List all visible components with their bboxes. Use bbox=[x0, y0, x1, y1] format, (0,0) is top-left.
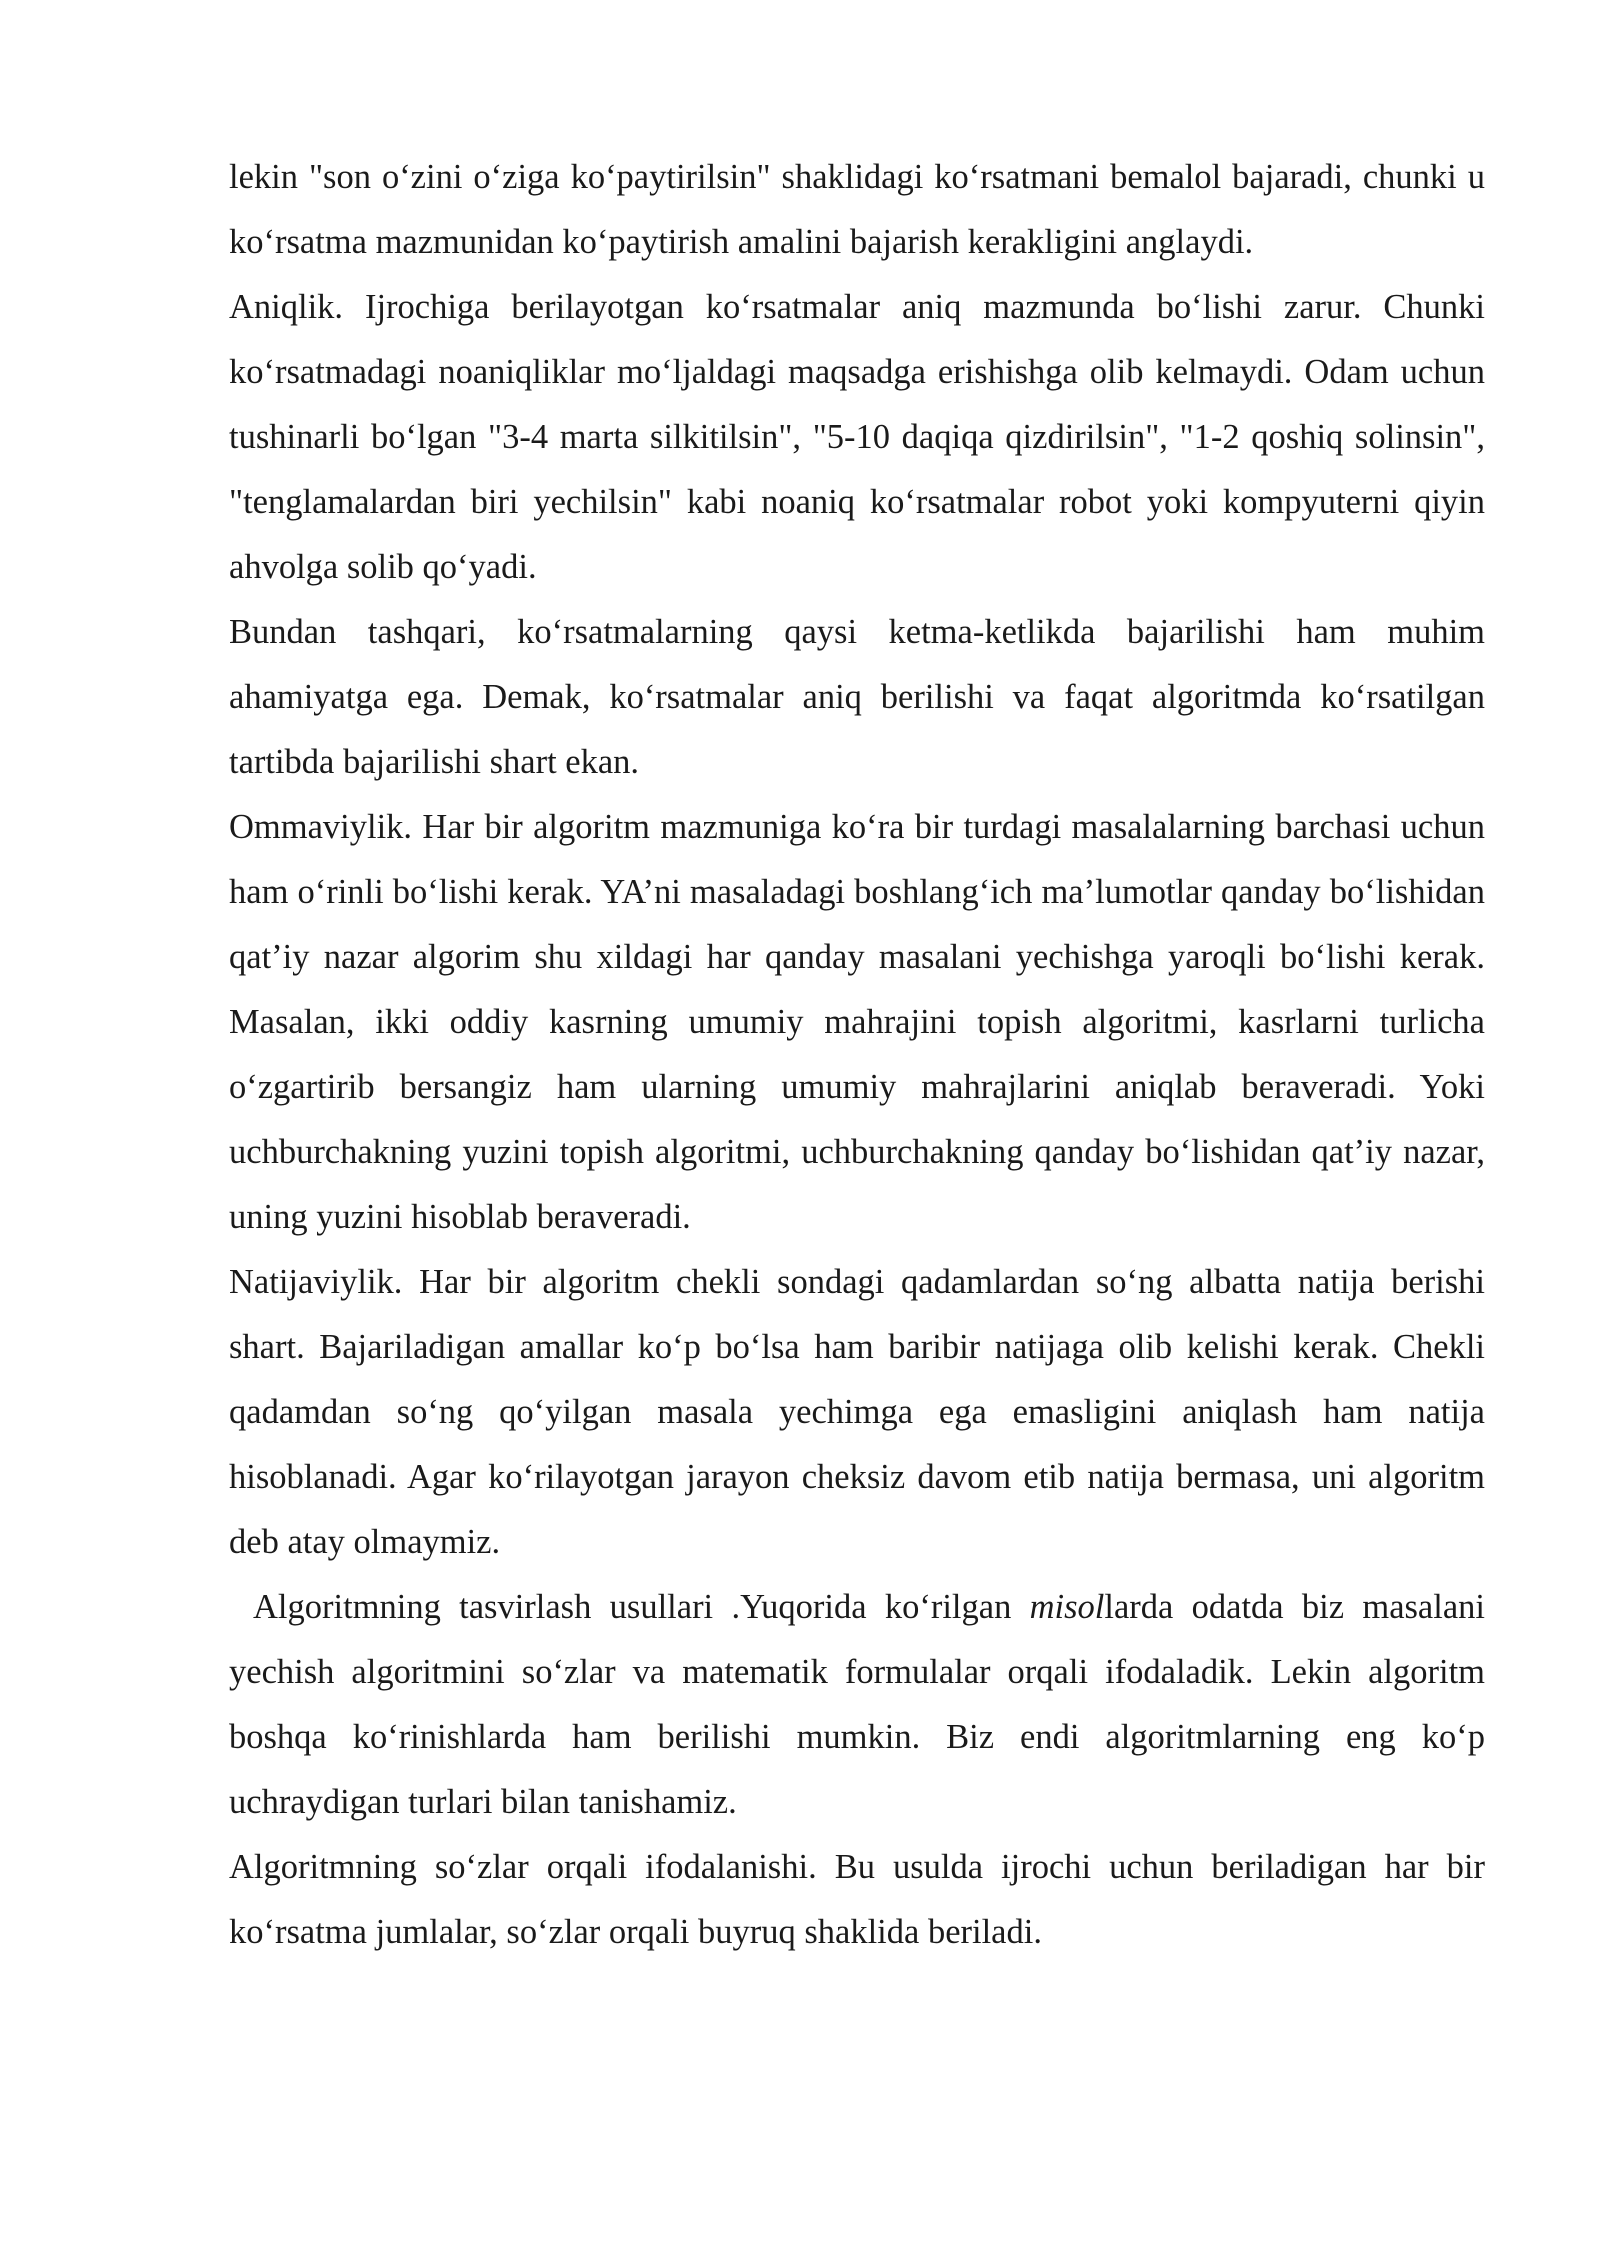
paragraph-text: Natijaviylik. Har bir algoritm chekli sondagi qadamlardan so‘ng albatta natija berishi shart. Bajariladigan amallar ko‘p bo‘lsa ham baribir natijaga olib kelishi kerak. Chekli qadamdan so‘ng qo‘yilgan masala yechimga ega emasligini aniqlash ham natija hisoblanadi. Agar ko‘rilayotgan jarayon cheksiz davom etib natija bermasa, uni algoritm deb atay olmaymiz. bbox=[229, 1263, 1485, 1561]
paragraph-natijaviylik bbox=[229, 1250, 1485, 1575]
paragraph-ommaviylik bbox=[229, 795, 1485, 1250]
paragraph-text: Aniqlik. Ijrochiga berilayotgan ko‘rsatmalar aniq mazmunda bo‘lishi zarur. Chunki ko‘rsatmadagi noaniqliklar mo‘ljaldagi maqsadga erishishga olib kelmaydi. Odam uchun tushinarli bo‘lgan "3-4 marta silkitilsin", "5-10 daqiqa qizdirilsin", "1-2 qoshiq solinsin", "tenglamalardan biri yechilsin" kabi noaniq ko‘rsatmalar robot yoki kompyuterni qiyin ahvolga solib qo‘yadi. bbox=[229, 288, 1485, 586]
document-page bbox=[229, 145, 1485, 1965]
paragraph-aniqlik bbox=[229, 275, 1485, 600]
paragraph-tasvirlash-usullari bbox=[229, 1575, 1485, 1835]
paragraph-sequence bbox=[229, 600, 1485, 795]
paragraph-text-before: Algoritmning tasvirlash usullari .Yuqorida ko‘rilgan bbox=[253, 1588, 1030, 1626]
paragraph-text: Algoritmning so‘zlar orqali ifodalanishi. Bu usulda ijrochi uchun beriladigan har bir ko‘rsatma jumlalar, so‘zlar orqali buyruq shaklida beriladi. bbox=[229, 1848, 1485, 1951]
paragraph-sozlar-orqali bbox=[229, 1835, 1485, 1965]
italic-word: misol bbox=[1029, 1588, 1105, 1626]
paragraph-text-after: larda odatda biz masalani yechish algoritmini so‘zlar va matematik formulalar orqali ifodaladik. Lekin algoritm boshqa ko‘rinishlarda ham berilishi mumkin. Biz endi algoritmlarning eng ko‘p uchraydigan turlari bilan tanishamiz. bbox=[229, 1588, 1485, 1821]
paragraph-text: lekin "son o‘zini o‘ziga ko‘paytirilsin" shaklidagi ko‘rsatmani bemalol bajaradi, chunki u ko‘rsatma mazmunidan ko‘paytirish amalini bajarish kerakligini anglaydi. bbox=[229, 158, 1485, 261]
paragraph-text: Bundan tashqari, ko‘rsatmalarning qaysi ketma-ketlikda bajarilishi ham muhim ahamiyatga ega. Demak, ko‘rsatmalar aniq berilishi va faqat algoritmda ko‘rsatilgan tartibda bajarilishi shart ekan. bbox=[229, 613, 1485, 781]
paragraph-text: Ommaviylik. Har bir algoritm mazmuniga ko‘ra bir turdagi masalalarning barchasi uchun ham o‘rinli bo‘lishi kerak. YA’ni masaladagi boshlang‘ich ma’lumotlar qanday bo‘lishidan qat’iy nazar algorim shu xildagi har qanday masalani yechishga yaroqli bo‘lishi kerak. Masalan, ikki oddiy kasrning umumiy mahrajini topish algoritmi, kasrlarni turlicha o‘zgartirib bersangiz ham ularning umumiy mahrajlarini aniqlab beraveradi. Yoki uchburchakning yuzini topish algoritmi, uchburchakning qanday bo‘lishidan qat’iy nazar, uning yuzini hisoblab beraveradi. bbox=[229, 808, 1485, 1236]
paragraph-intro-continuation bbox=[229, 145, 1485, 275]
